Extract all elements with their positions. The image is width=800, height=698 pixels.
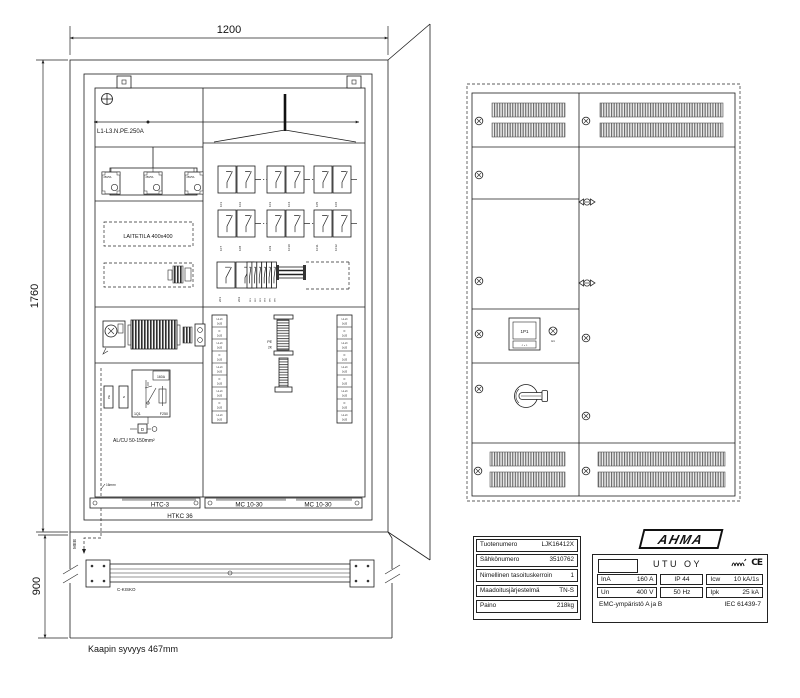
breaker-unit [218,166,236,207]
breaker-unit [252,262,257,302]
door-screws [474,117,590,475]
meter-display [509,318,540,350]
terminal-label: 2x35 [217,335,222,338]
vent-grille [492,123,565,137]
dim-plinth [31,535,68,638]
meb-label: MEB [72,539,77,549]
terminal-label: 3x35 [342,419,347,422]
plate-value: IP 44 [674,576,690,583]
screw-icon [582,117,590,125]
brand-logo [639,529,724,549]
row-value: 3510762 [549,556,574,564]
screw-icon [582,467,590,475]
pe-bar [267,315,293,392]
mounting-tabs [117,76,361,88]
ct-units [102,147,203,195]
depth-note: Kaapin syvyys 467mm [88,644,179,654]
pe-block-label: PE [107,394,111,400]
breaker-label: 1F12 [334,244,338,251]
terminal-label: N [343,331,346,333]
open-door [388,24,430,560]
breaker-label: 1F10 [287,244,291,251]
terminal-label: 2x35 [342,359,347,362]
vent-grille [600,103,723,117]
screw-icon [475,385,483,393]
screw-icon [475,171,483,179]
breaker-unit [314,166,332,207]
dim-height-label: 1760 [29,283,41,309]
plate-key: InA [601,576,611,583]
pe-bar-label: PE [267,340,272,344]
terminal-label: L1-L3 [341,343,348,345]
plate-value: 400 V [636,589,654,596]
row-label: Sähkönumero [480,556,520,564]
breaker-label: 2F2 [237,296,241,302]
breaker-unit [217,262,235,302]
breaker-label: 3F5 [269,298,272,302]
terminal-label: 2x35 [217,407,222,410]
terminal-label: 2x35 [217,359,222,362]
breaker-label: 1F1 [219,201,223,207]
breaker-unit [218,210,236,251]
plate-value: 50 Hz [673,589,691,596]
row-value: 1 [570,571,574,579]
breaker-unit [237,210,255,251]
switch-fuse-label: F250 [159,412,168,416]
meter-assembly [103,320,205,354]
ct-label: 250/5A [145,176,154,179]
rail-mid-label: MC 10-30 [235,501,263,509]
breaker-label: 1F2 [238,201,242,207]
ce-mark-icon: CE [751,558,762,568]
table-row [476,554,578,567]
plinth [63,532,400,638]
terminal-label: N [218,403,221,405]
terminal-label: L1-L3 [341,367,348,369]
terminal-strip [337,315,352,423]
vent-grille [490,452,565,466]
terminal-label: 3x35 [342,371,347,374]
terminal-label: L1-L3 [341,415,348,417]
terminal-label: 2x35 [342,407,347,410]
cable-range-label: AL/CU 50-150mm² [113,438,155,444]
breaker-label: 1F3 [268,201,272,207]
terminal-label: L1-L3 [216,367,223,369]
breaker-label: 1F7 [219,245,223,251]
breaker-label: 2F1 [218,296,222,302]
standard-ref: IEC 61439-7 [724,601,761,608]
terminal-label: 3x35 [217,347,222,350]
bottom-rails [90,498,362,520]
plate-header [593,555,767,572]
plate-row-2 [593,587,767,598]
serial-box [598,559,638,573]
terminal-label: N [343,355,346,357]
table-row [476,585,578,598]
breaker-label: 1F9 [268,245,272,251]
switch-rating-label: 160A [157,374,165,379]
breaker-label: 1F4 [287,201,291,207]
main-switch-section [72,368,170,554]
busbar-label: L1-L3.N.PE.250A [97,129,144,135]
terminal-label: N [343,403,346,405]
vent-grille [490,472,565,487]
plate-key: Un [601,589,610,596]
product-info-table [473,536,581,620]
indicator-id: H1 [551,339,555,343]
breaker-unit [333,210,351,251]
terminal-label: N [218,331,221,333]
breaker-unit [267,210,285,251]
device-space [104,222,193,246]
meter-buttons: ‹ ▫ › [521,343,528,348]
plate-value: 25 kA [742,589,759,596]
terminal-label: L1-L3 [341,391,348,393]
breaker-unit [286,166,304,207]
breaker-label: 3F3 [259,298,262,302]
front-view [467,84,740,501]
busbar-dim [94,121,359,136]
n-block-label: N [122,395,126,399]
table-row [476,539,578,552]
vent-grille [600,123,723,137]
interior-view [29,24,430,654]
row-label: Tuotenumero [480,541,518,549]
breaker-unit [267,166,285,207]
manufacturer-name: UTU OY [653,559,703,569]
dim-width-label: 1200 [216,24,242,36]
breaker-unit [264,262,272,302]
vent-grille [492,103,565,117]
reserve-space [104,263,193,287]
c-rail-label: C-KISKO [117,587,136,592]
row-label: Nimellinen tasoituskerroin [480,571,553,579]
vent-grilles [490,103,725,487]
row-label: Maadoitusjärjestelmä [480,586,540,594]
earth-route-line [84,368,101,549]
c-rail [86,560,374,592]
rotary-handle-icon [515,385,548,408]
ct-label: 250/5A [103,176,112,179]
device-space-label: LAITETILA 400x400 [123,234,173,240]
feed-symbol [214,94,356,142]
brand-name: AHMA [656,531,706,547]
comb-busbar [278,267,304,278]
terminal-label: 3x35 [342,323,347,326]
table-row [476,569,578,582]
indicator-lamp-icon [549,327,557,343]
meter-display-id: 1P1 [520,329,529,334]
rating-plate [592,554,768,623]
breaker-unit [314,210,332,251]
emc-note: EMC-ympäristö A ja B [599,601,663,608]
rail-right-label: MC 10-30 [304,501,332,509]
ct-unit [144,168,162,194]
screw-icon [582,412,590,420]
terminal-label: L1-L3 [216,343,223,345]
breaker-label: 3F2 [254,298,257,302]
terminal-label: 3x35 [342,395,347,398]
door-locks [579,199,595,286]
screw-icon [475,330,483,338]
lock-icon[interactable] [579,199,595,205]
breaker-label: 1F5 [315,201,319,207]
plate-row-1 [593,574,767,585]
dim-plinth-label: 900 [31,576,43,596]
row-value: 218kg [556,602,574,609]
vent-grille [598,452,725,466]
breaker-unit [247,262,252,302]
terminal-label: 2x35 [342,383,347,386]
terminal-label: L1-L3 [216,319,223,321]
terminal-label: 3x35 [217,395,222,398]
terminal-label: 2x35 [342,335,347,338]
cabinet-frame [84,74,372,520]
breaker-label: 3F6 [274,298,277,302]
utu-logo-icon [731,558,747,568]
breaker-label: 1F8 [238,245,242,251]
terminal-label: N [218,379,221,381]
rail-left-label: HTC-3 [150,501,170,509]
ct-unit [185,168,203,194]
lock-icon[interactable] [579,280,595,286]
terminal-label: L1-L3 [341,319,348,321]
pe-bar-sub-label: 2K [267,345,272,350]
table-row [476,600,578,613]
row-value: TN-S [559,586,574,594]
plate-key: Ipk [710,589,720,596]
terminal-label: 3x35 [217,419,222,422]
screw-icon [582,334,590,342]
terminal-label: 3x35 [342,347,347,350]
dim-height [29,60,68,532]
plate-value: 10 kA/1s [733,576,759,583]
ground-note: 16mm² [106,483,116,487]
plate-footer [593,598,767,608]
breaker-label: 1F6 [334,201,338,207]
dim-width [70,24,388,55]
breaker-unit [254,262,262,302]
breaker-label: 3F4 [264,298,267,302]
breaker-label: 1F11 [315,244,319,251]
terminal-strip [212,315,227,423]
breaker-unit [269,262,277,302]
terminal-label: 2x35 [217,383,222,386]
breaker-unit [259,262,267,302]
row-value: LJK16412X [541,541,574,549]
terminal-label: 3x35 [217,323,222,326]
earth-symbol-icon [102,94,113,105]
row-label: Paino [480,602,497,609]
breaker-unit [286,210,304,251]
screw-icon [474,467,482,475]
terminal-label: L1-L3 [216,415,223,417]
terminal-label: N [218,355,221,357]
plate-value: 160 A [636,576,654,583]
rail-sub-label: HTKC 36 [167,513,193,520]
screw-icon [475,277,483,285]
terminal-label: 3x35 [217,371,222,374]
breaker-unit [237,166,255,207]
vent-grille [598,472,725,487]
front-outline [472,93,735,496]
switch-aux-label: D [140,427,145,432]
ct-unit [102,168,120,194]
screw-icon [475,117,483,125]
mounting-panel [95,88,365,497]
breaker-unit [333,166,351,207]
ct-label: 250/5A [186,176,195,179]
terminal-label: N [343,379,346,381]
plate-key: Icw [710,576,721,583]
switch-id-label: 1Q1 [134,412,141,416]
breaker-section [217,166,358,302]
breaker-label: 3F1 [250,298,252,302]
terminal-label: L1-L3 [216,391,223,393]
